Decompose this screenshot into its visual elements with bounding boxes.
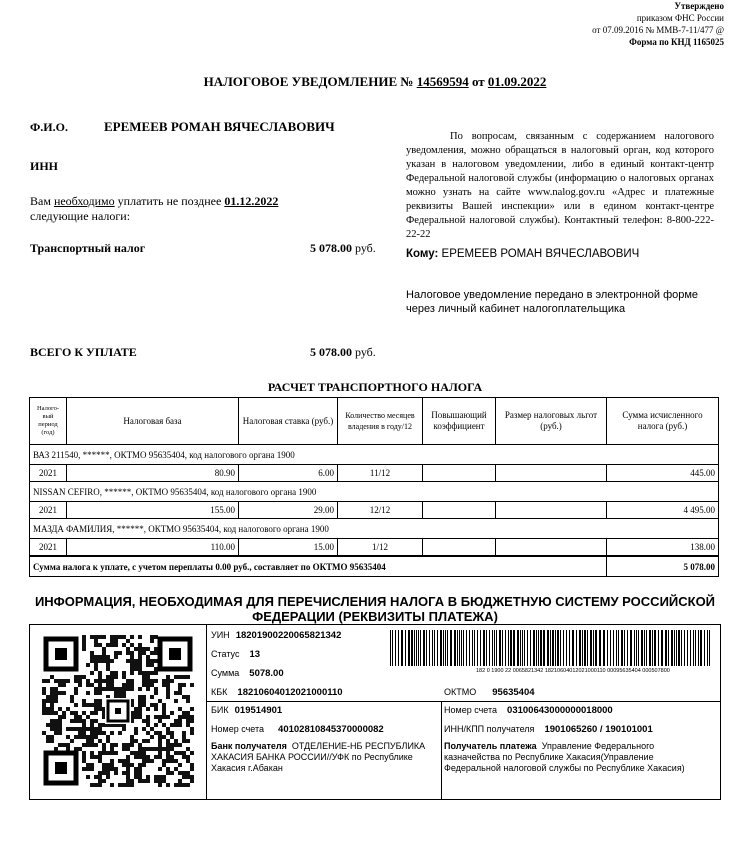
- uin-field: [211, 630, 341, 641]
- recipient-line: [406, 248, 639, 260]
- header-coef: Повышающий коэффициент: [423, 398, 496, 445]
- fio-label: Ф.И.О.: [30, 120, 68, 134]
- cell-base: 110.00: [67, 539, 239, 557]
- bik-value: 019514901: [234, 705, 283, 716]
- vehicle-row: [30, 445, 719, 465]
- table-header-row: [30, 398, 719, 445]
- qr-code: [42, 635, 194, 787]
- cell-months: 11/12: [338, 465, 423, 482]
- cell-sum: 138.00: [607, 539, 719, 557]
- uin-label: УИН: [211, 630, 230, 640]
- payment-requisites-title: ИНФОРМАЦИЯ, НЕОБХОДИМАЯ ДЛЯ ПЕРЕЧИСЛЕНИЯ НАЛОГА В БЮДЖЕТНУЮ СИСТЕМУ РОССИЙСКОЙ ФЕДЕРАЦИИ (РЕКВИЗИТЫ ПЛАТЕЖА): [34, 594, 716, 624]
- cell-coef: [423, 465, 496, 482]
- vehicle-values-row: [30, 502, 719, 519]
- header-period: Налого-вый период (год): [30, 398, 67, 445]
- cell-rate: 29.00: [239, 502, 338, 519]
- barcode-text: 182 0 1900 22 0065821342 18210604012021000110 00095635404 000507800: [476, 668, 670, 674]
- bik-field: [211, 705, 282, 716]
- notice-date: 01.09.2022: [487, 74, 547, 89]
- innkpp-label: ИНН/КПП получателя: [444, 724, 535, 734]
- pay-deadline: 01.12.2022: [224, 194, 279, 208]
- table-total-row: [30, 556, 719, 577]
- cell-coef: [423, 539, 496, 557]
- sum-label: Сумма: [211, 668, 240, 678]
- bik-label: БИК: [211, 705, 229, 715]
- table-total-label: Сумма налога к уплате, с учетом переплаты 0.00 руб., составляет по ОКТМО 95635404: [30, 556, 607, 577]
- to-label: Кому:: [406, 248, 439, 260]
- kbk-field: [211, 687, 343, 698]
- cell-year: 2021: [30, 465, 67, 482]
- account-field: [211, 724, 384, 735]
- oktmo-field: [444, 687, 535, 698]
- recipient-label: Получатель платежа: [444, 741, 537, 751]
- innkpp-value: 1901065260 / 190101001: [544, 724, 653, 735]
- cell-coef: [423, 502, 496, 519]
- account2-label: Номер счета: [444, 705, 498, 715]
- form-code: Форма по КНД 1165025: [629, 37, 724, 47]
- innkpp-field: [444, 724, 653, 735]
- vehicle-values-row: [30, 539, 719, 557]
- total-unit: руб.: [355, 345, 376, 359]
- vehicle-desc: NISSAN CEFIRO, ******, ОКТМО 95635404, код налогового органа 1900: [30, 482, 719, 502]
- pay-text-1: Вам: [30, 194, 54, 208]
- total-label: ВСЕГО К УПЛАТЕ: [30, 345, 137, 359]
- bank-label: Банк получателя: [211, 741, 287, 751]
- header-base: Налоговая база: [67, 398, 239, 445]
- oktmo-value: 95635404: [492, 687, 535, 698]
- bank-field: [211, 741, 437, 774]
- header-months: Количество месяцев владения в году/12: [338, 398, 423, 445]
- cell-rate: 15.00: [239, 539, 338, 557]
- title-from: от: [468, 74, 488, 89]
- pay-instruction: [30, 194, 278, 224]
- fio-value: ЕРЕМЕЕВ РОМАН ВЯЧЕСЛАВОВИЧ: [104, 119, 335, 134]
- cell-benefit: [496, 465, 607, 482]
- approval-block: [592, 0, 724, 48]
- vehicle-row: [30, 519, 719, 539]
- header-sum: Сумма исчисленного налога (руб.): [607, 398, 719, 445]
- tax-amount: 5 078.00: [310, 241, 352, 255]
- cell-sum: 445.00: [607, 465, 719, 482]
- sum-value: 5078.00: [249, 668, 284, 679]
- cell-benefit: [496, 502, 607, 519]
- payment-requisites-box: [29, 624, 721, 800]
- status-label: Статус: [211, 649, 240, 659]
- kbk-value: 18210604012021000110: [237, 687, 343, 698]
- tax-unit: руб.: [355, 241, 376, 255]
- account2-value: 03100643000000018000: [507, 705, 613, 716]
- uin-value: 18201900220065821342: [235, 630, 342, 641]
- header-benefit: Размер налоговых льгот (руб.): [496, 398, 607, 445]
- pay-text-3: следующие налоги:: [30, 209, 131, 223]
- tax-name: Транспортный налог: [30, 241, 146, 255]
- bank-value: ОТДЕЛЕНИЕ-НБ РЕСПУБЛИКА ХАКАСИЯ БАНКА РОССИИ//УФК по Республике Хакасия г.Абакан: [211, 741, 426, 773]
- total-amount-block: [310, 345, 376, 360]
- total-amount: 5 078.00: [310, 345, 352, 359]
- oktmo-label: ОКТМО: [444, 687, 477, 697]
- approval-line-1: Утверждено: [674, 1, 724, 11]
- account-value: 40102810845370000082: [278, 724, 384, 735]
- account2-field: [444, 705, 613, 716]
- cell-benefit: [496, 539, 607, 557]
- account-label: Номер счета: [211, 724, 265, 734]
- sum-field: [211, 668, 284, 679]
- notice-number: 14569594: [416, 74, 469, 89]
- cell-months: 1/12: [338, 539, 423, 557]
- electronic-delivery-note: Налоговое уведомление передано в электронной форме через личный кабинет налогоплательщика: [406, 289, 699, 315]
- cell-rate: 6.00: [239, 465, 338, 482]
- pay-text-need: необходимо: [53, 194, 115, 208]
- pay-text-2: уплатить не позднее: [114, 194, 225, 208]
- info-text: По вопросам, связанным с содержанием налогового уведомления, можно обращаться в налоговый орган, код которого указан в налоговом уведомлении, либо в единый контакт-центр Федеральной налоговой службы (информацию о налоговых органах можно узнать на сайте www.nalog.gov.ru «Адрес и платежные реквизиты Вашей инспекции» или в едином контакт-центре Федеральной налоговой службы). Контактный телефон: 8-800-222-22-22: [406, 131, 714, 240]
- recipient-value: Управление Федерального казначейства по Республике Хакасия(Управление Федеральной налоговой службы по Республике Хакасия): [444, 741, 685, 773]
- cell-months: 12/12: [338, 502, 423, 519]
- header-rate: Налоговая ставка (руб.): [239, 398, 338, 445]
- cell-base: 155.00: [67, 502, 239, 519]
- calc-title: РАСЧЕТ ТРАНСПОРТНОГО НАЛОГА: [267, 380, 483, 394]
- vehicle-desc: ВАЗ 211540, ******, ОКТМО 95635404, код налогового органа 1900: [30, 445, 719, 465]
- recipient-field: [444, 741, 712, 774]
- barcode: [390, 630, 712, 666]
- title-prefix: НАЛОГОВОЕ УВЕДОМЛЕНИЕ №: [203, 74, 417, 89]
- tax-amount-block: [310, 241, 376, 256]
- vehicle-desc: МАЗДА ФАМИЛИЯ, ******, ОКТМО 95635404, код налогового органа 1900: [30, 519, 719, 539]
- to-value: ЕРЕМЕЕВ РОМАН ВЯЧЕСЛАВОВИЧ: [438, 248, 640, 260]
- kbk-label: КБК: [211, 687, 228, 697]
- page-title: [0, 74, 750, 90]
- inn-label: ИНН: [30, 159, 59, 173]
- status-field: [211, 649, 260, 660]
- vehicle-values-row: [30, 465, 719, 482]
- cell-base: 80.90: [67, 465, 239, 482]
- tax-calculation-table: [29, 397, 719, 577]
- status-value: 13: [249, 649, 261, 660]
- cell-year: 2021: [30, 539, 67, 557]
- table-total-value: 5 078.00: [607, 556, 719, 577]
- vehicle-row: [30, 482, 719, 502]
- approval-line-2: приказом ФНС России: [636, 13, 724, 23]
- approval-line-3: от 07.09.2016 № ММВ-7-11/477 @: [592, 25, 724, 35]
- cell-year: 2021: [30, 502, 67, 519]
- cell-sum: 4 495.00: [607, 502, 719, 519]
